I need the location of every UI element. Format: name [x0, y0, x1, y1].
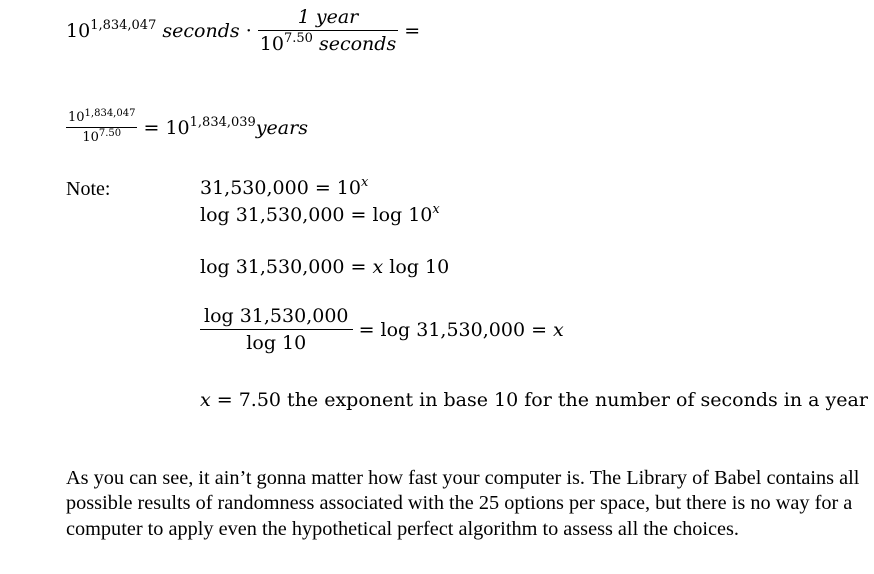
eq1-dot: · [245, 19, 252, 42]
note-line-5: x = 7.50 the exponent in base 10 for the number of seconds in a year [200, 389, 868, 411]
eq1-fraction-denominator: $10^{7.50}$ seconds [259, 31, 397, 55]
eq1-base: 10 [66, 19, 91, 42]
note-fraction [200, 305, 353, 354]
eq2-result: = 10$^{1,834,039}$years [143, 114, 308, 139]
eq2-fraction-numerator: 10$^{1,834,047}$ [68, 108, 136, 125]
eq1-equals: = [404, 19, 421, 42]
eq2-fraction [66, 110, 137, 145]
eq1-unit: seconds [162, 19, 240, 42]
eq1-exponent: 1,834,047 [90, 17, 157, 33]
closing-paragraph: As you can see, it ain’t gonna matter how fast your computer is. The Library of Babel contains all possible results of randomness associated with the 25 options per space, but there is no way for a computer to apply even the hypothetical perfect algorithm to assess all the choices. [66, 467, 860, 540]
note-fraction-numerator: log 31,530,000 [204, 305, 349, 327]
note-line-1: $31,530,000 = 10^x$ [200, 175, 369, 199]
eq1-fraction [258, 6, 398, 55]
eq2-fraction-denominator: $10^{7.50}$ [82, 128, 122, 145]
note-line-4-right: = log 31,530,000 = x [358, 318, 564, 341]
note-line-2: log 31,530,000 = log 10$^x$ [200, 202, 440, 226]
note-fraction-denominator: log 10 [246, 332, 307, 354]
note-label: Note: [66, 178, 111, 200]
eq1-fraction-numerator: 1 year [297, 6, 359, 28]
equation-seconds-to-years [66, 6, 420, 55]
equation-division-result [66, 110, 308, 145]
eq1-fraction-bar [258, 30, 398, 31]
note-line-3: log 31,530,000 = x log 10 [200, 256, 450, 278]
note-line-4 [200, 305, 564, 354]
note-fraction-bar [200, 329, 353, 330]
